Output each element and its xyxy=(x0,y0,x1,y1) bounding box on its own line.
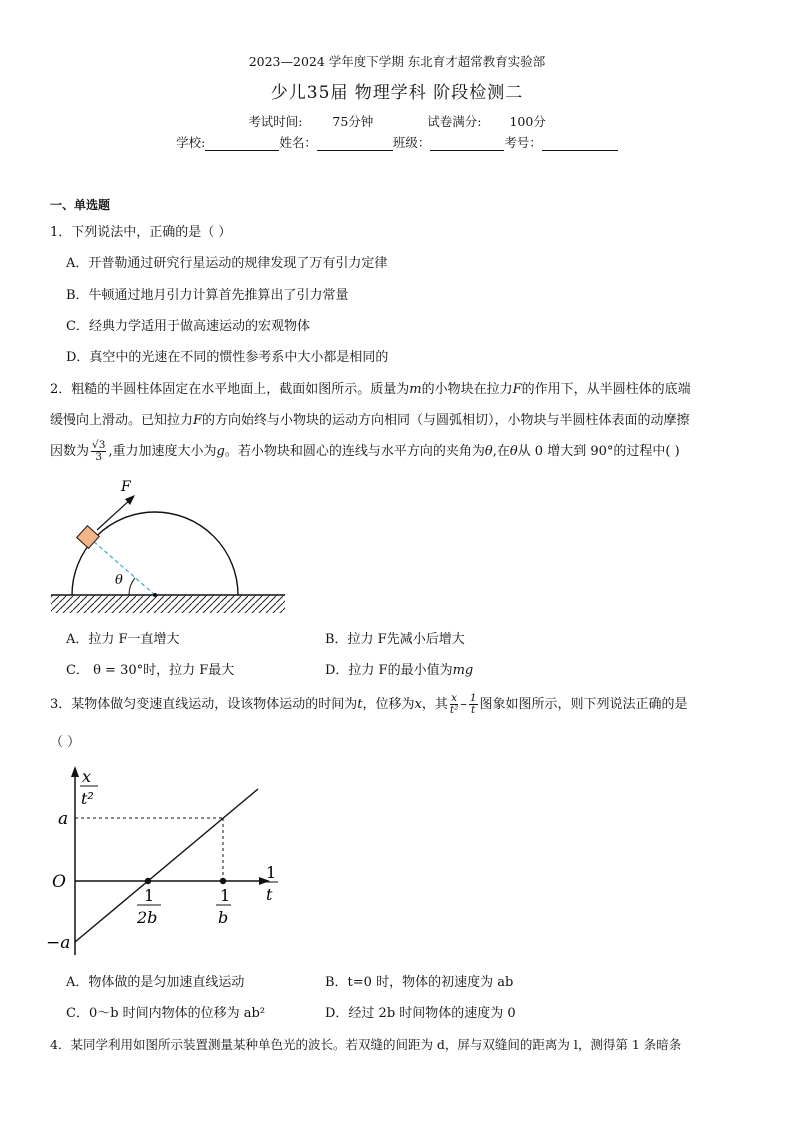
tick1-den: 2b xyxy=(137,908,158,927)
q2-var-f: F xyxy=(512,382,522,397)
q1-option-d[interactable]: D．真空中的光速在不同的惯性参考系中大小都是相同的 xyxy=(66,350,389,365)
graph-line xyxy=(75,789,258,942)
q2-option-d-value: mg xyxy=(452,663,474,678)
q3-option-c[interactable]: C．0～b 时间内物体的位移为 ab² xyxy=(66,1006,266,1021)
time-value: 75分钟 xyxy=(332,114,374,129)
q3-stem-line2: （ ） xyxy=(50,735,81,750)
q2-option-d[interactable] xyxy=(325,659,473,678)
q2-option-b[interactable]: B．拉力 F先减小后增大 xyxy=(325,632,465,647)
class-field[interactable] xyxy=(430,138,504,151)
label-origin: O xyxy=(52,872,66,892)
q3-frac2-num: 1 xyxy=(469,692,477,704)
q2-figure xyxy=(45,470,295,618)
q3-frac-1-t xyxy=(469,693,478,716)
q2-var-f2: F xyxy=(193,413,203,428)
y-label-den: t² xyxy=(81,789,94,808)
x-label-den: t xyxy=(266,885,273,904)
q2-mu-num: √3 xyxy=(92,439,106,451)
q3-option-d[interactable]: D．经过 2b 时间物体的速度为 0 xyxy=(325,1006,516,1021)
point-1-b xyxy=(220,878,226,884)
force-arrow-line xyxy=(97,499,131,530)
q2-option-d-text: D．拉力 F的最小值为 xyxy=(325,663,453,678)
time-label: 考试时间: xyxy=(248,114,303,129)
q2-text-2b: 的方向始终与小物块的运动方向相同（与圆弧相切），小物块与半圆柱体表面的动摩擦 xyxy=(202,413,690,428)
label-neg-a: −a xyxy=(46,933,71,953)
q2-stem-line1 xyxy=(50,378,691,397)
q2-mu-den: 3 xyxy=(95,451,103,463)
q1-option-a[interactable]: A．开普勒通过研究行星运动的规律发现了万有引力定律 xyxy=(66,256,388,271)
q3-frac2-den: t xyxy=(471,704,476,716)
q3-graph xyxy=(40,760,290,960)
q2-text-1a: 2．粗糙的半圆柱体固定在水平地面上，截面如图所示。质量为 xyxy=(50,382,410,397)
q3-option-a[interactable]: A．物体做的是匀加速直线运动 xyxy=(66,975,245,990)
y-axis-arrow xyxy=(71,766,79,777)
tick2-num: 1 xyxy=(220,886,231,905)
q3-text-1a: 3．某物体做匀变速直线运动，设该物体运动的时间为 xyxy=(50,697,358,712)
theta-label: θ xyxy=(115,573,123,588)
class-label: 班级： xyxy=(392,135,431,150)
q3-text-1b: ，位移为 xyxy=(362,697,415,712)
exam-header-title: 少儿35届 物理学科 阶段检测二 xyxy=(270,83,524,103)
q1-option-b[interactable]: B．牛顿通过地月引力计算首先推算出了引力常量 xyxy=(66,288,349,303)
q3-frac-x-t2 xyxy=(450,693,458,716)
q3-text-1c: ，其 xyxy=(421,697,448,712)
point-1-2b xyxy=(145,878,151,884)
q3-var-t: t xyxy=(357,697,363,712)
q4-stem-line1: 4．某同学利用如图所示装置测量某种单色光的波长。若双缝的间距为 d，屏与双缝间的距离为 l，测得第 1 条暗条 xyxy=(50,1037,682,1052)
id-label: 考号： xyxy=(504,135,542,150)
q3-var-x: x xyxy=(414,697,422,712)
q2-text-1b: 的小物块在拉力 xyxy=(421,382,513,397)
q2-text-3a: 因数为 xyxy=(50,444,90,459)
force-label: F xyxy=(121,479,131,495)
q1-option-c[interactable]: C．经典力学适用于做高速运动的宏观物体 xyxy=(66,319,310,334)
label-a: a xyxy=(58,809,69,829)
q3-minus: – xyxy=(460,697,467,712)
tick2-den: b xyxy=(218,908,229,927)
q2-stem-line3 xyxy=(50,440,680,463)
q3-option-b[interactable]: B．t=0 时，物体的初速度为 ab xyxy=(325,975,514,990)
theta-arc xyxy=(129,578,135,595)
score-value: 100分 xyxy=(509,114,546,129)
x-label-num: 1 xyxy=(266,863,277,882)
school-field[interactable] xyxy=(205,138,279,151)
q3-frac1-num: x xyxy=(451,692,458,704)
q2-option-c[interactable]: C． θ = 30°时，拉力 F最大 xyxy=(66,663,235,678)
section-title: 一、单选题 xyxy=(50,198,111,212)
student-info-line xyxy=(0,133,794,151)
q2-text-3c: 。若小物块和圆心的连线与水平方向的夹角为 xyxy=(224,444,485,459)
q2-option-a[interactable]: A．拉力 F一直增大 xyxy=(66,632,180,647)
q3-text-1d: 图象如图所示，则下列说法正确的是 xyxy=(479,697,688,712)
y-label-num: x xyxy=(82,767,92,786)
q1-stem: 1．下列说法中，正确的是（ ） xyxy=(50,225,232,240)
school-label: 学校: xyxy=(176,135,206,150)
q2-var-m: m xyxy=(409,382,422,397)
exam-header-line1: 2023—2024 学年度下学期 东北育才超常教育实验部 xyxy=(248,54,546,69)
q2-var-theta: θ xyxy=(484,444,493,459)
q2-text-3d: ,在 xyxy=(492,444,510,459)
name-field[interactable] xyxy=(317,138,393,151)
q2-text-1c: 的作用下，从半圆柱体的底端 xyxy=(521,382,691,397)
exam-info-line xyxy=(0,112,794,130)
id-field[interactable] xyxy=(542,138,618,151)
q3-stem-line1 xyxy=(50,693,688,716)
ground-hatch xyxy=(51,595,285,613)
tick1-num: 1 xyxy=(144,886,155,905)
radius-dashed-line xyxy=(92,540,155,595)
q2-text-2a: 缓慢向上滑动。已知拉力 xyxy=(50,413,194,428)
q2-text-3b: ,重力加速度大小为 xyxy=(108,444,217,459)
block xyxy=(77,526,100,549)
q3-frac1-den: t² xyxy=(449,704,459,716)
semicircle-arc xyxy=(72,512,238,595)
q2-stem-line2 xyxy=(50,409,690,428)
q2-mu-fraction xyxy=(91,440,106,463)
center-point xyxy=(153,593,157,597)
q2-var-theta2: θ xyxy=(509,444,518,459)
q2-var-g: g xyxy=(216,444,225,459)
score-label: 试卷满分: xyxy=(427,114,482,129)
q2-text-3e: 从 0 增大到 90°的过程中( ) xyxy=(517,444,680,459)
name-label: 姓名： xyxy=(279,135,317,150)
